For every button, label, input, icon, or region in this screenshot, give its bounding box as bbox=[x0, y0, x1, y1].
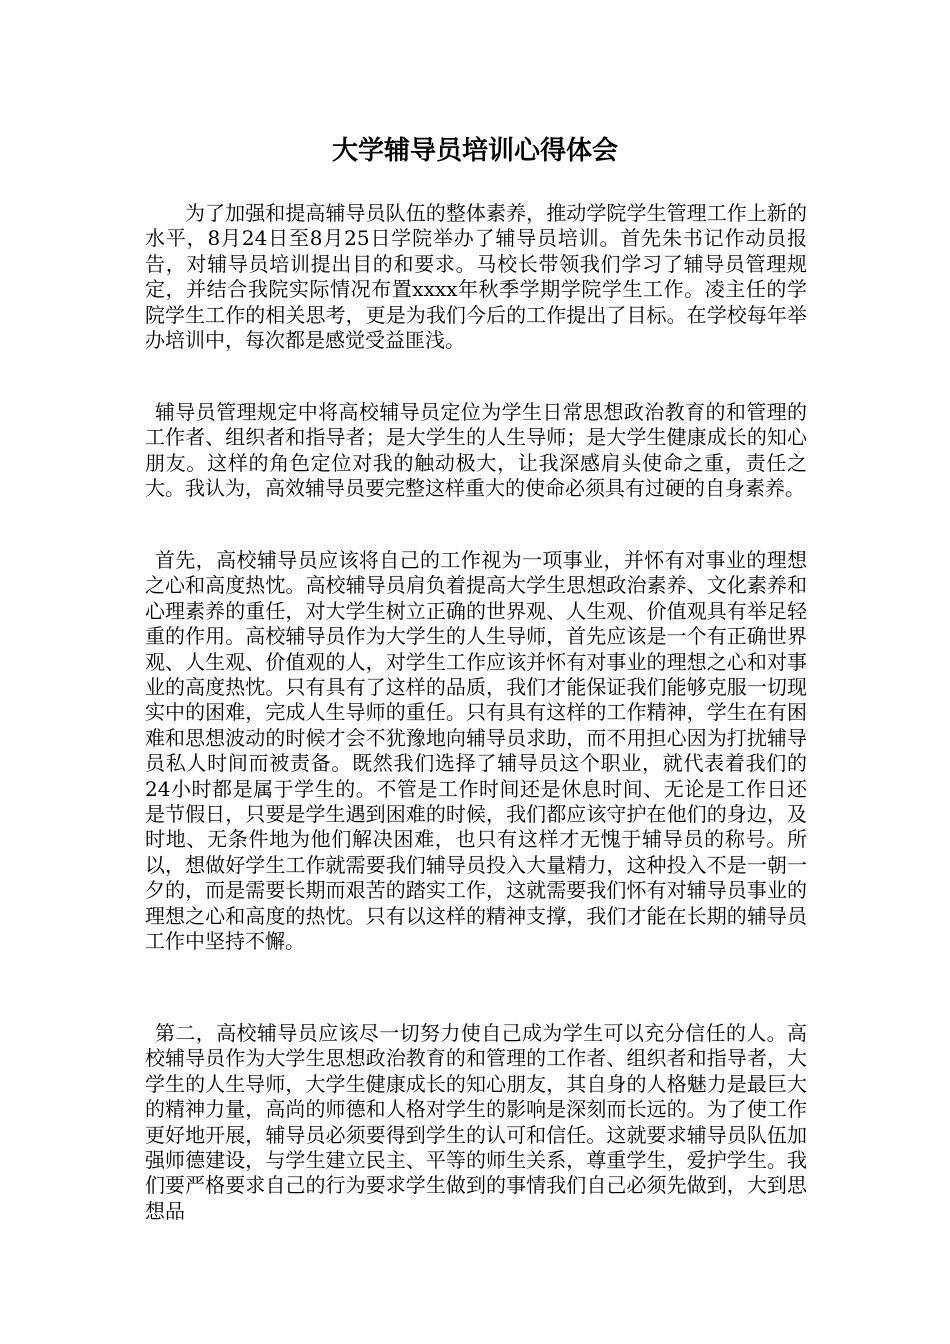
paragraph-first-point: 首先，高校辅导员应该将自己的工作视为一项事业，并怀有对事业的理想之心和高度热忱。高校辅导员肩负着提高大学生思想政治素养、文化素养和心理素养的重任，对大学生树立正确的世界观、人生观、价值观具有举足轻重的作用。高校辅导员作为大学生的人生导师，首先应该是一个有正确世界观、人生观、价值观的人，对学生工作应该并怀有对事业的理想之心和对事业的高度热忱。只有具有了这样的品质，我们才能保证我们能够克服一切现实中的困难，完成人生导师的重任。只有具有这样的工作精神，学生在有困难和思想波动的时候才会不犹豫地向辅导员求助，而不用担心因为打扰辅导员私人时间而被责备。既然我们选择了辅导员这个职业，就代表着我们的24小时都是属于学生的。不管是工作时间还是休息时间、无论是工作日还是节假日，只要是学生遇到困难的时候，我们都应该守护在他们的身边，及时地、无条件地为他们解决困难，也只有这样才无愧于辅导员的称号。所以，想做好学生工作就需要我们辅导员投入大量精力，这种投入不是一朝一夕的，而是需要长期而艰苦的踏实工作，这就需要我们怀有对辅导员事业的理想之心和高度的热忱。只有以这样的精神支撑，我们才能在长期的辅导员工作中坚持不懈。 bbox=[145, 548, 807, 954]
document-title: 大学辅导员培训心得体会 bbox=[331, 136, 618, 166]
paragraph-role-definition: 辅导员管理规定中将高校辅导员定位为学生日常思想政治教育的和管理的工作者、组织者和指导者；是大学生的人生导师；是大学生健康成长的知心朋友。这样的角色定位对我的触动极大，让我深感肩头使命之重，责任之大。我认为，高效辅导员要完整这样重大的使命必须具有过硬的自身素养。 bbox=[145, 400, 807, 501]
paragraph-second-point: 第二，高校辅导员应该尽一切努力使自己成为学生可以充分信任的人。高校辅导员作为大学生思想政治教育的和管理的工作者、组织者和指导者，大学生的人生导师，大学生健康成长的知心朋友，其自身的人格魅力是最巨大的精神力量，高尚的师德和人格对学生的影响是深刻而长远的。为了使工作更好地开展，辅导员必须要得到学生的认可和信任。这就要求辅导员队伍加强师德建设，与学生建立民主、平等的师生关系，尊重学生，爱护学生。我们要严格要求自己的行为要求学生做到的事情我们自己必须先做到，大到思想品 bbox=[145, 1021, 807, 1223]
paragraph-intro: 为了加强和提高辅导员队伍的整体素养，推动学院学生管理工作上新的水平，8月24日至8月25日学院举办了辅导员培训。首先朱书记作动员报告，对辅导员培训提出目的和要求。马校长带领我们学习了辅导员管理规定，并结合我院实际情况布置xxxx年秋季学期学院学生工作。凌主任的学院学生工作的相关思考，更是为我们今后的工作提出了目标。在学校每年举办培训中，每次都是感觉受益匪浅。 bbox=[145, 201, 807, 353]
